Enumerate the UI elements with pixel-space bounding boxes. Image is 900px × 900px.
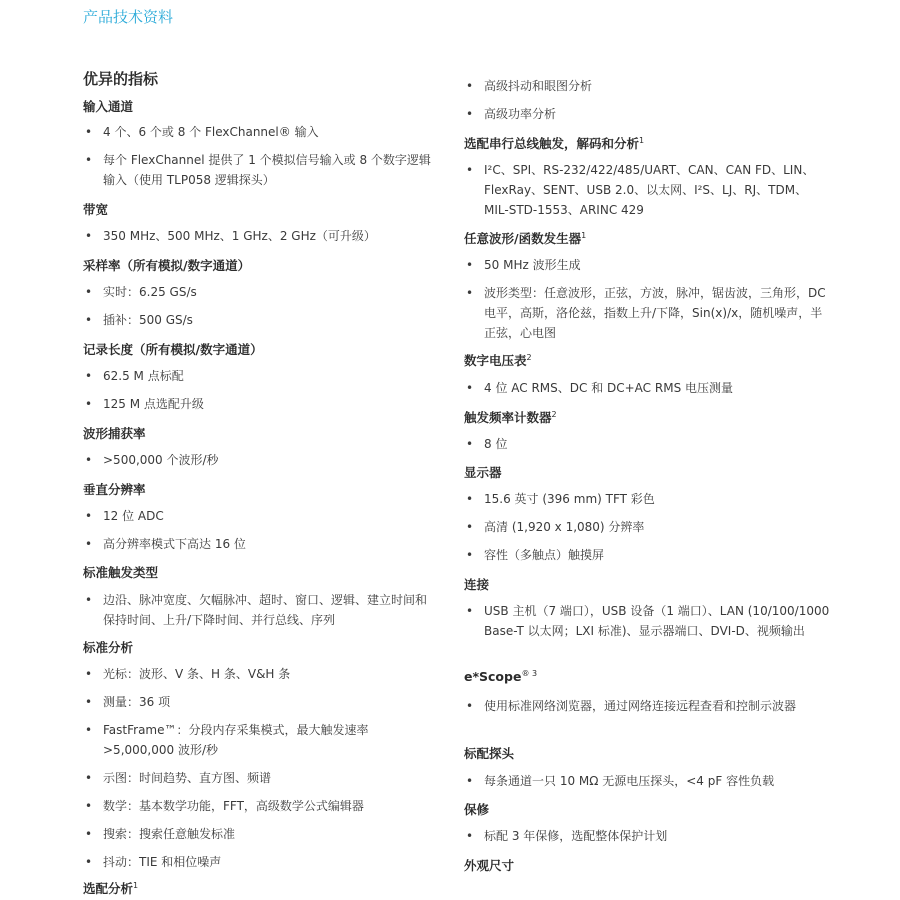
section-heading-record-length: 记录长度（所有模拟/数字通道） — [83, 342, 263, 357]
bullet-item: • 50 MHz 波形生成 — [464, 255, 830, 275]
section-heading-warranty: 保修 — [464, 802, 490, 817]
section-heading-sample-rate: 采样率（所有模拟/数字通道） — [83, 258, 251, 273]
bullet-item: • 光标：波形、V 条、H 条、V&H 条 — [83, 664, 437, 684]
bullet-item: • 数学：基本数学功能，FFT，高级数学公式编辑器 — [83, 796, 437, 816]
section-heading-dimensions: 外观尺寸 — [464, 858, 515, 873]
bullet-item: • 实时：6.25 GS/s — [83, 282, 437, 302]
bullet-item: • 标配 3 年保修，选配整体保护计划 — [464, 826, 830, 846]
bullet-item: • 62.5 M 点标配 — [83, 366, 437, 386]
footnote-marker: 2 — [526, 352, 532, 362]
section-heading-vertical-resolution: 垂直分辨率 — [83, 482, 146, 497]
heading-text: 数字电压表 — [464, 353, 527, 368]
section-heading-trigger-types: 标准触发类型 — [83, 565, 159, 580]
bullet-item: • FastFrame™：分段内存采集模式，最大触发速率 >5,000,000 波形/秒 — [83, 720, 437, 760]
bullet-item: • 边沿、脉冲宽度、欠幅脉冲、超时、窗口、逻辑、建立时间和保持时间、上升/下降时间、并行总线、序列 — [83, 590, 437, 630]
heading-text: 触发频率计数器 — [464, 410, 552, 425]
bullet-item: • 每个 FlexChannel 提供了 1 个模拟信号输入或 8 个数字逻辑输入（使用 TLP058 逻辑探头） — [83, 150, 437, 190]
bullet-item: • 使用标准网络浏览器，通过网络连接远程查看和控制示波器 — [464, 696, 830, 716]
section-heading-escope — [464, 669, 537, 684]
heading-text: 任意波形/函数发生器 — [464, 231, 582, 246]
bullet-item: • 抖动：TIE 和相位噪声 — [83, 852, 437, 872]
bullet-item: • 波形类型：任意波形，正弦，方波，脉冲，锯齿波，三角形，DC 电平，高斯，洛伦兹，指数上升/下降，Sin(x)/x，随机噪声，半正弦，心电图 — [464, 283, 830, 343]
footnote-marker: 1 — [133, 880, 139, 890]
section-heading-awg — [464, 229, 586, 247]
page-title: 优异的指标 — [83, 70, 159, 88]
bullet-item: • 12 位 ADC — [83, 506, 437, 526]
section-heading-optional-analysis — [83, 879, 138, 897]
section-heading-probes: 标配探头 — [464, 746, 515, 761]
section-heading-serial-bus — [464, 134, 644, 152]
bullet-item: • 350 MHz、500 MHz、1 GHz、2 GHz（可升级） — [83, 226, 437, 246]
heading-text: e*Scope — [464, 669, 522, 684]
bullet-item: • 高清 (1,920 x 1,080) 分辨率 — [464, 517, 830, 537]
section-heading-waveform-capture: 波形捕获率 — [83, 426, 146, 441]
bullet-item: • 8 位 — [464, 434, 830, 454]
section-heading-display: 显示器 — [464, 465, 502, 480]
bullet-item: • USB 主机（7 端口），USB 设备（1 端口）、LAN (10/100/1000 Base-T 以太网；LXI 标准)、显示器端口、DVI-D、视频输出 — [464, 601, 830, 641]
bullet-item: • 高级抖动和眼图分析 — [464, 76, 830, 96]
footnote-marker: 1 — [639, 135, 645, 145]
heading-text: 选配分析 — [83, 881, 134, 896]
document-header: 产品技术资料 — [83, 8, 174, 26]
bullet-item: • 15.6 英寸 (396 mm) TFT 彩色 — [464, 489, 830, 509]
heading-text: 选配串行总线触发，解码和分析 — [464, 136, 640, 151]
section-heading-input-channels: 输入通道 — [83, 99, 134, 114]
footnote-marker: ® 3 — [521, 668, 538, 678]
bullet-item: • 插补：500 GS/s — [83, 310, 437, 330]
section-heading-dvm — [464, 351, 532, 369]
bullet-item: • 搜索：搜索任意触发标准 — [83, 824, 437, 844]
bullet-item: • 高分辨率模式下高达 16 位 — [83, 534, 437, 554]
section-heading-bandwidth: 带宽 — [83, 202, 109, 217]
section-heading-counter — [464, 408, 557, 426]
section-heading-connectivity: 连接 — [464, 577, 490, 592]
bullet-item: • 高级功率分析 — [464, 104, 830, 124]
bullet-item: • 容性（多触点）触摸屏 — [464, 545, 830, 565]
bullet-item: • 125 M 点选配升级 — [83, 394, 437, 414]
bullet-item: • 测量：36 项 — [83, 692, 437, 712]
bullet-item: • 示图：时间趋势、直方图、频谱 — [83, 768, 437, 788]
footnote-marker: 2 — [551, 409, 557, 419]
bullet-item: • I²C、SPI、RS-232/422/485/UART、CAN、CAN FD、LIN、FlexRay、SENT、USB 2.0、以太网、I²S、LJ、RJ、TDM、MIL-STD-1553、ARINC 429 — [464, 160, 830, 220]
bullet-item: • 每条通道一只 10 MΩ 无源电压探头，<4 pF 容性负载 — [464, 771, 830, 791]
bullet-item: • 4 个、6 个或 8 个 FlexChannel® 输入 — [83, 122, 437, 142]
bullet-item: • 4 位 AC RMS、DC 和 DC+AC RMS 电压测量 — [464, 378, 830, 398]
footnote-marker: 1 — [581, 230, 587, 240]
section-heading-standard-analysis: 标准分析 — [83, 640, 134, 655]
bullet-item: • >500,000 个波形/秒 — [83, 450, 437, 470]
